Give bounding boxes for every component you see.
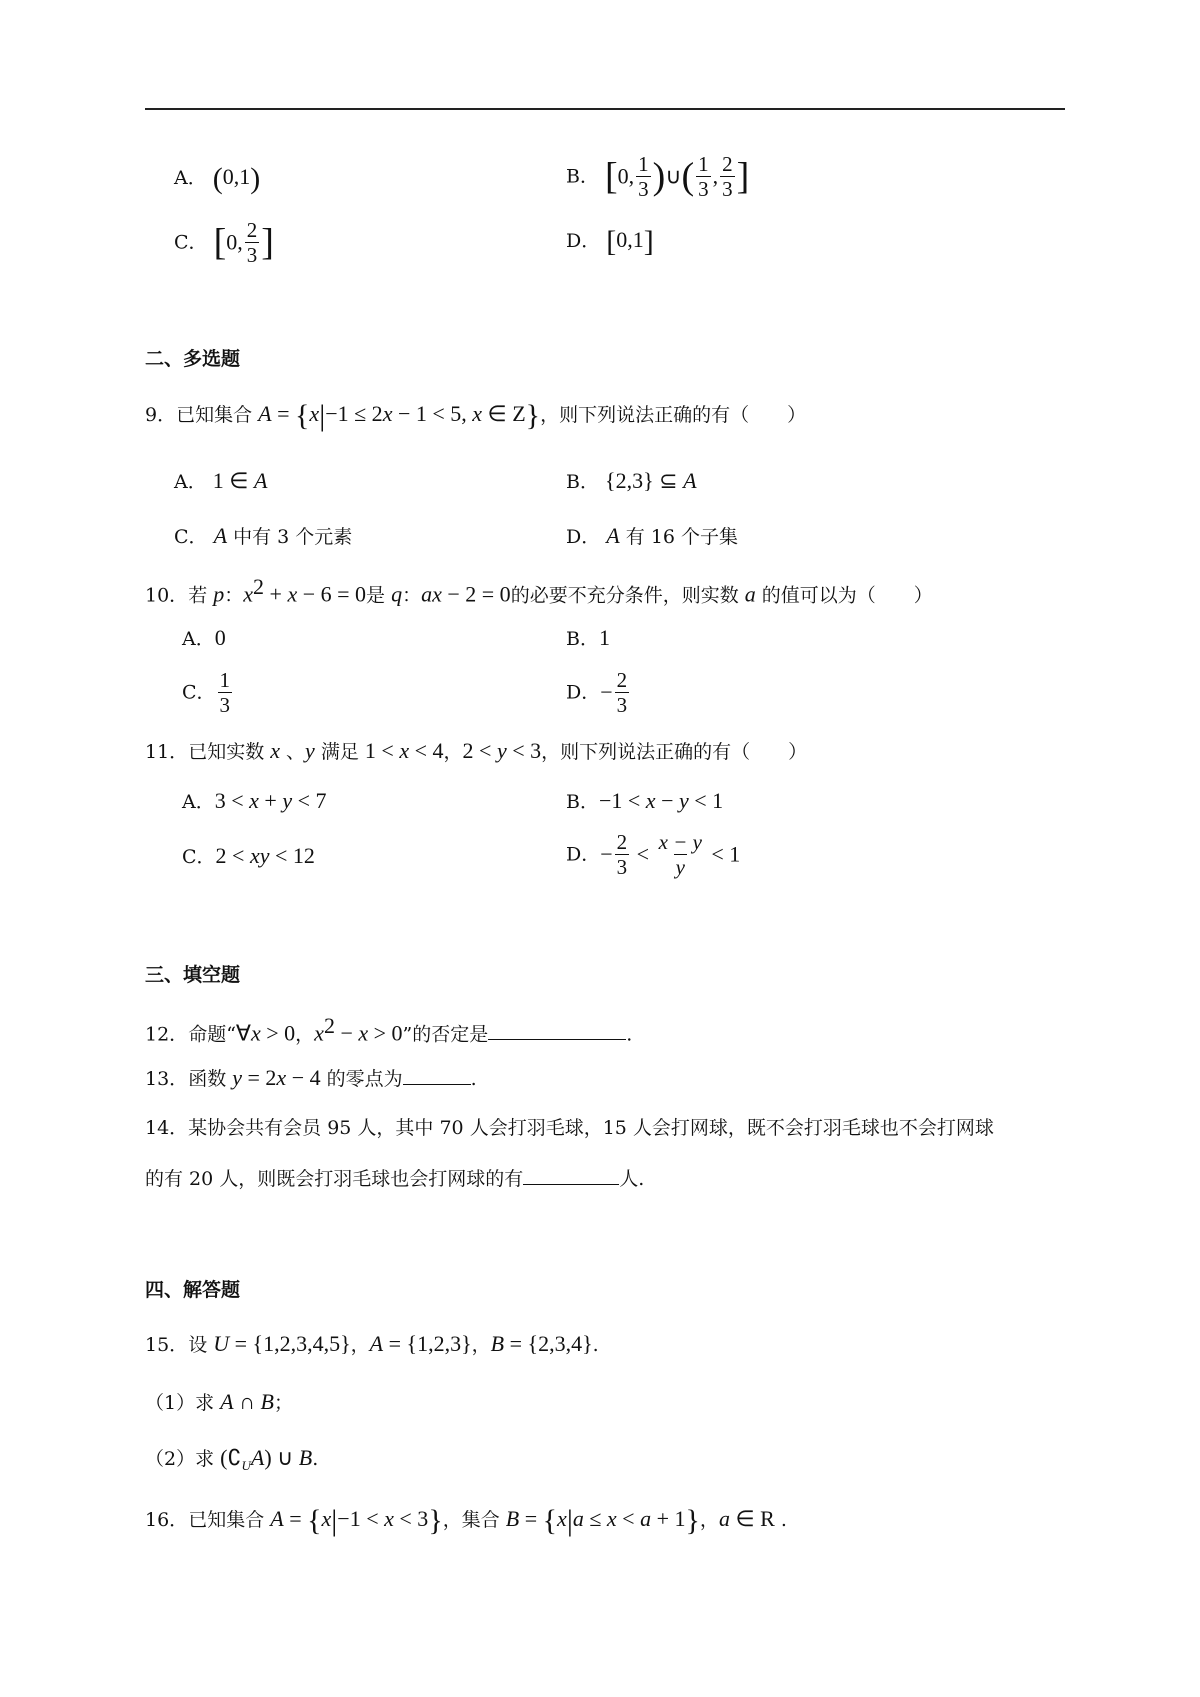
question-14-line-1: 14．某协会共有会员 95 人，其中 70 人会打羽毛球，15 人会打网球，既不会打羽毛球也不会打网球 — [145, 1117, 994, 1139]
q11-option-b: B．−1 < x − y < 1 — [566, 788, 724, 813]
q10-option-d: D．− $\frac{2}{3}$ — [566, 668, 628, 717]
question-13: 13．函数 y = 2x − 4 的零点为 . — [145, 1065, 477, 1090]
question-10: 10．若 p：$x^2 + x - 6 = 0$是 q：ax − 2 = 0的必要不充分条件，则实数 a 的值可以为（ ） — [145, 574, 933, 607]
q10-option-c: C． $\frac{1}{3}$ — [182, 668, 231, 717]
q8-option-d: D． [0,1] — [566, 225, 654, 258]
question-16: 16．已知集合 A = {x|−1 < x < 3}，集合 B = {x|a ≤ x < a + 1}，a ∈ R . — [145, 1504, 787, 1537]
q8-option-b: B． [0, $\frac{1}{3}$ )∪( $\frac{1}{3}$ , $\frac{2}{3}$ ] — [566, 152, 750, 201]
question-11: 11．已知实数 x 、y 满足 1 < x < 4，2 < y < 3，则下列说法正确的有（ ） — [145, 738, 808, 763]
question-14-line-2: 的有 20 人，则既会打羽毛球也会打网球的有 人. — [145, 1164, 644, 1193]
q8-option-c: C． [0, $\frac{2}{3}$ ] — [174, 218, 274, 267]
q11-option-d: D．− $\frac{2}{3}$ < $\frac{x - y}{y}$ < 1 — [566, 830, 741, 879]
section-heading-solutions: 四、解答题 — [145, 1279, 241, 1301]
section-heading-fill-in: 三、填空题 — [145, 964, 241, 986]
answer-blank-13[interactable] — [403, 1064, 471, 1085]
q11-option-c: C．2 < xy < 12 — [182, 843, 315, 868]
answer-blank-12[interactable] — [488, 1019, 626, 1040]
question-12: 12．命题“∀x > 0，$x^2 - x > 0$”的否定是 . — [145, 1013, 633, 1046]
q9-option-c: C． A 中有 3 个元素 — [174, 523, 353, 548]
q9-option-b: B． {2,3} ⊆ A — [566, 468, 697, 493]
header-rule — [145, 108, 1065, 110]
q8-option-a: A． (0,1) — [174, 162, 261, 195]
q10-option-a: A．0 — [182, 625, 226, 650]
question-15: 15．设 U = {1,2,3,4,5}，A = {1,2,3}，B = {2,3,4}. — [145, 1331, 599, 1356]
q11-option-a: A．3 < x + y < 7 — [182, 788, 327, 813]
question-15-part-2: （2）求 $(∁_UA)$ ∪ B. — [145, 1445, 319, 1473]
answer-blank-14[interactable] — [523, 1164, 619, 1185]
q9-option-a: A． 1 ∈ A — [174, 468, 268, 493]
q9-option-d: D． A 有 16 个子集 — [566, 523, 739, 548]
question-15-part-1: （1）求 A ∩ B； — [145, 1389, 293, 1414]
section-heading-multiple-choice: 二、多选题 — [145, 348, 241, 370]
q10-option-b: B．1 — [566, 625, 610, 650]
question-9: 9．已知集合 A = {x|−1 ≤ 2x − 1 < 5, x ∈ Z}，则下列说法正确的有（ ） — [145, 399, 807, 432]
